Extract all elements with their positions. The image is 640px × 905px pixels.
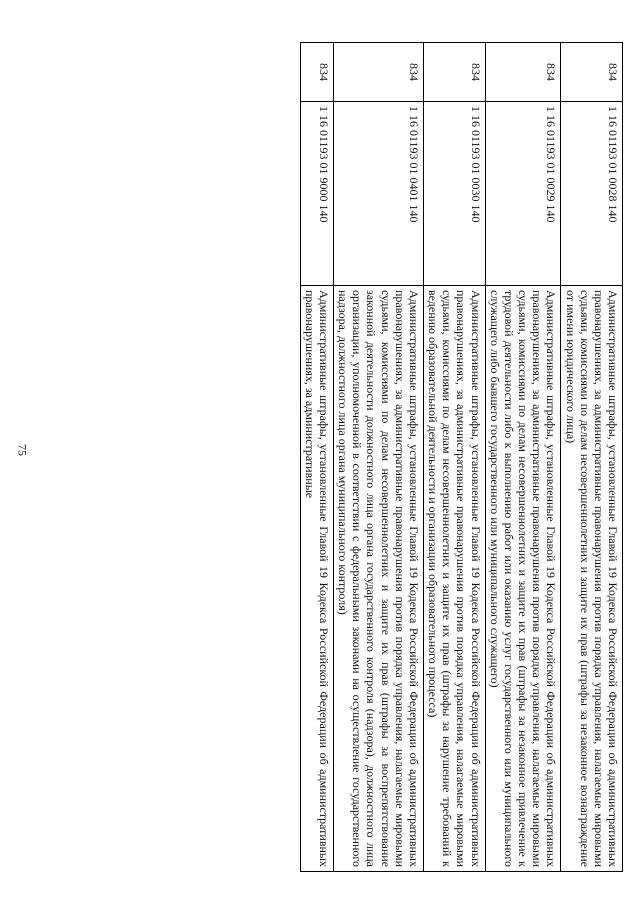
table-row [423,43,485,872]
kbk-code-cell: 1 16 01193 01 0029 140 [485,102,561,286]
admin-code-cell: 834 [485,43,561,102]
description-cell: Административные штрафы, установленные Главой 19 Кодекса Российской Федерации об административных правонарушениях, за административные правонарушения против порядка управления, налагаемые мировыми судьями, комиссиями по делам несовершеннолетних и защите их прав (штрафы за воспрепятствование законной деятельности должностного лица органа государственного контроля (надзора), должностного лица организации, уполномоченной в соответствии с федеральными законами на осуществление государственного надзора, должностного лица органа муниципального контроля) [334,286,424,872]
page-number: 75 [15,444,30,456]
kbk-code-cell: 1 16 01193 01 9000 140 [300,102,333,286]
admin-code-cell: 834 [423,43,485,102]
kbk-code-cell: 1 16 01193 01 0028 140 [561,102,623,286]
description-cell: Административные штрафы, установленные Главой 19 Кодекса Российской Федерации об административных правонарушениях, за административные [300,286,333,872]
rotated-table-area [58,42,623,872]
kbk-code-cell: 1 16 01193 01 0401 140 [334,102,424,286]
admin-code-cell: 834 [561,43,623,102]
description-cell: Административные штрафы, установленные Главой 19 Кодекса Российской Федерации об административных правонарушениях, за административные правонарушения против порядка управления, налагаемые мировыми судьями, комиссиями по делам несовершеннолетних и защите их прав (штрафы за незаконное вознаграждение от имени юридического лица) [561,286,623,872]
table-row [300,43,333,872]
admin-code-cell: 834 [300,43,333,102]
description-cell: Административные штрафы, установленные Главой 19 Кодекса Российской Федерации об административных правонарушениях, за административные правонарушения против порядка управления, налагаемые мировыми судьями, комиссиями по делам несовершеннолетних и защите их прав (штрафы за нарушение требований к ведению образовательной деятельности и организации образовательного процесса) [423,286,485,872]
rotated-table-frame [58,42,623,872]
table-row [561,43,623,872]
kbk-table [300,42,623,872]
table-row [485,43,561,872]
table-row [334,43,424,872]
admin-code-cell: 834 [334,43,424,102]
description-cell: Административные штрафы, установленные Главой 19 Кодекса Российской Федерации об административных правонарушениях, за административные правонарушения против порядка управления, налагаемые мировыми судьями, комиссиями по делам несовершеннолетних и защите их прав (штрафы за незаконное привлечение к трудовой деятельности либо к выполнению работ или оказанию услуг государственного или муниципального служащего либо бывшего государственного или муниципального служащего) [485,286,561,872]
kbk-code-cell: 1 16 01193 01 0030 140 [423,102,485,286]
